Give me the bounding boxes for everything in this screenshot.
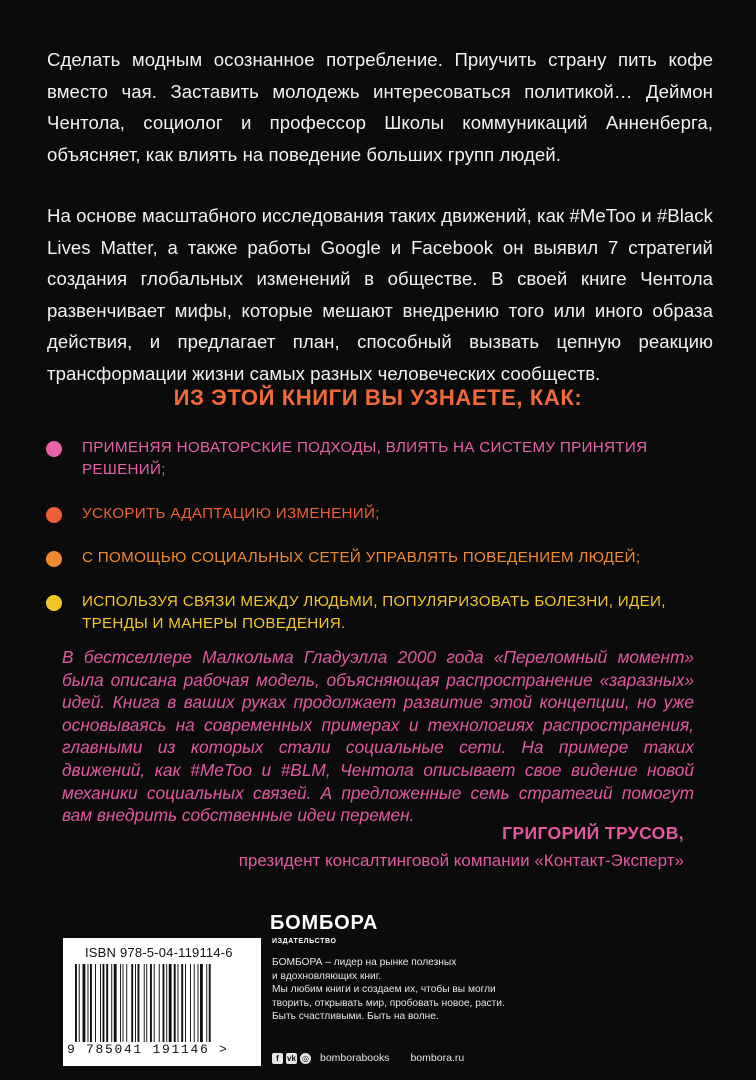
instagram-icon[interactable]: ◎ — [300, 1053, 311, 1064]
list-item — [44, 591, 724, 635]
list-item — [44, 503, 724, 525]
isbn-barcode — [63, 938, 261, 1066]
list-item-text: ПРИМЕНЯЯ НОВАТОРСКИЕ ПОДХОДЫ, ВЛИЯТЬ НА СИСТЕМУ ПРИНЯТИЯ РЕШЕНИЙ; — [82, 439, 648, 478]
publisher-line: БОМБОРА – лидер на рынке полезных — [272, 957, 457, 968]
bullet-dot-icon — [46, 441, 62, 457]
publisher-line: и вдохновляющих книг. — [272, 970, 382, 982]
bullet-dot-icon — [46, 551, 62, 567]
quote-author-role: президент консалтинговой компании «Контакт-Эксперт» — [238, 851, 684, 870]
learn-heading: ИЗ ЭТОЙ КНИГИ ВЫ УЗНАЕТЕ, КАК: — [173, 385, 583, 410]
review-quote: В бестселлере Малкольма Гладуэлла 2000 года «Переломный момент» была описана рабочая модель, объясняющая распространение «заразных» идей. Книга в ваших руках продолжает развитие этой концепции, но уже основываясь на современных примерах и технологиях распространения, главными из которых стали социальные сети. На примере таких движений, как #MeToo и #BLM, Чентола описывает свое видение новой механики социальных связей. А предложенные семь стратегий помогут вам внедрить собственные идеи перемен. — [62, 647, 694, 826]
publisher-line: Мы любим книги и создаем их, чтобы вы могли — [272, 984, 496, 996]
barcode-digits: 9 785041 191146 > — [67, 1042, 229, 1057]
quote-author-name: ГРИГОРИЙ ТРУСОВ, — [502, 823, 684, 843]
barcode-bars-icon — [73, 964, 255, 1042]
vk-icon[interactable]: vk — [287, 1053, 296, 1063]
intro-text — [47, 44, 713, 389]
publisher-line: Быть счастливыми. Быть на волне. — [272, 1011, 439, 1023]
social-handle[interactable]: bomborabooks — [320, 1052, 390, 1064]
list-item-text: С ПОМОЩЬЮ СОЦИАЛЬНЫХ СЕТЕЙ УПРАВЛЯТЬ ПОВЕДЕНИЕМ ЛЮДЕЙ; — [82, 549, 641, 566]
publisher-logo: БОМБОРА — [270, 912, 379, 934]
bullet-dot-icon — [46, 507, 62, 523]
publisher-line: творить, открывать мир, пробовать новое, расти. — [272, 997, 505, 1009]
publisher-subtitle: ИЗДАТЕЛЬСТВО — [272, 938, 337, 945]
intro-paragraph-1: Сделать модным осознанное потребление. Приучить страну пить кофе вместо чая. Заставить молодежь интересоваться политикой… Деймон Чентола, социолог и профессор Школы коммуникаций Анненберга, объясняет, как влиять на поведение больших групп людей. — [47, 49, 713, 165]
isbn-number: ISBN 978-5-04-119114-6 — [85, 945, 233, 960]
learn-list — [44, 437, 724, 657]
list-item — [44, 437, 724, 481]
list-item — [44, 547, 724, 569]
intro-paragraph-2: На основе масштабного исследования таких движений, как #MeToo и #Black Lives Matter, а также работы Google и Facebook он выявил 7 стратегий создания глобальных изменений в обществе. В своей книге Чентола развенчивает мифы, которые мешают внедрению того или иного образа действия, и предлагает план, способный вызвать цепную реакцию трансформации жизни самых разных человеческих сообществ. — [47, 205, 713, 384]
publisher-description — [272, 956, 572, 1024]
website-link[interactable]: bombora.ru — [410, 1052, 465, 1064]
list-item-text: УСКОРИТЬ АДАПТАЦИЮ ИЗМЕНЕНИЙ; — [82, 505, 380, 522]
list-item-text: ИСПОЛЬЗУЯ СВЯЗИ МЕЖДУ ЛЮДЬМИ, ПОПУЛЯРИЗОВАТЬ БОЛЕЗНИ, ИДЕИ, ТРЕНДЫ И МАНЕРЫ ПОВЕДЕНИЯ. — [82, 593, 666, 632]
bullet-dot-icon — [46, 595, 62, 611]
social-links — [272, 1051, 464, 1065]
facebook-icon[interactable]: f — [272, 1053, 283, 1064]
